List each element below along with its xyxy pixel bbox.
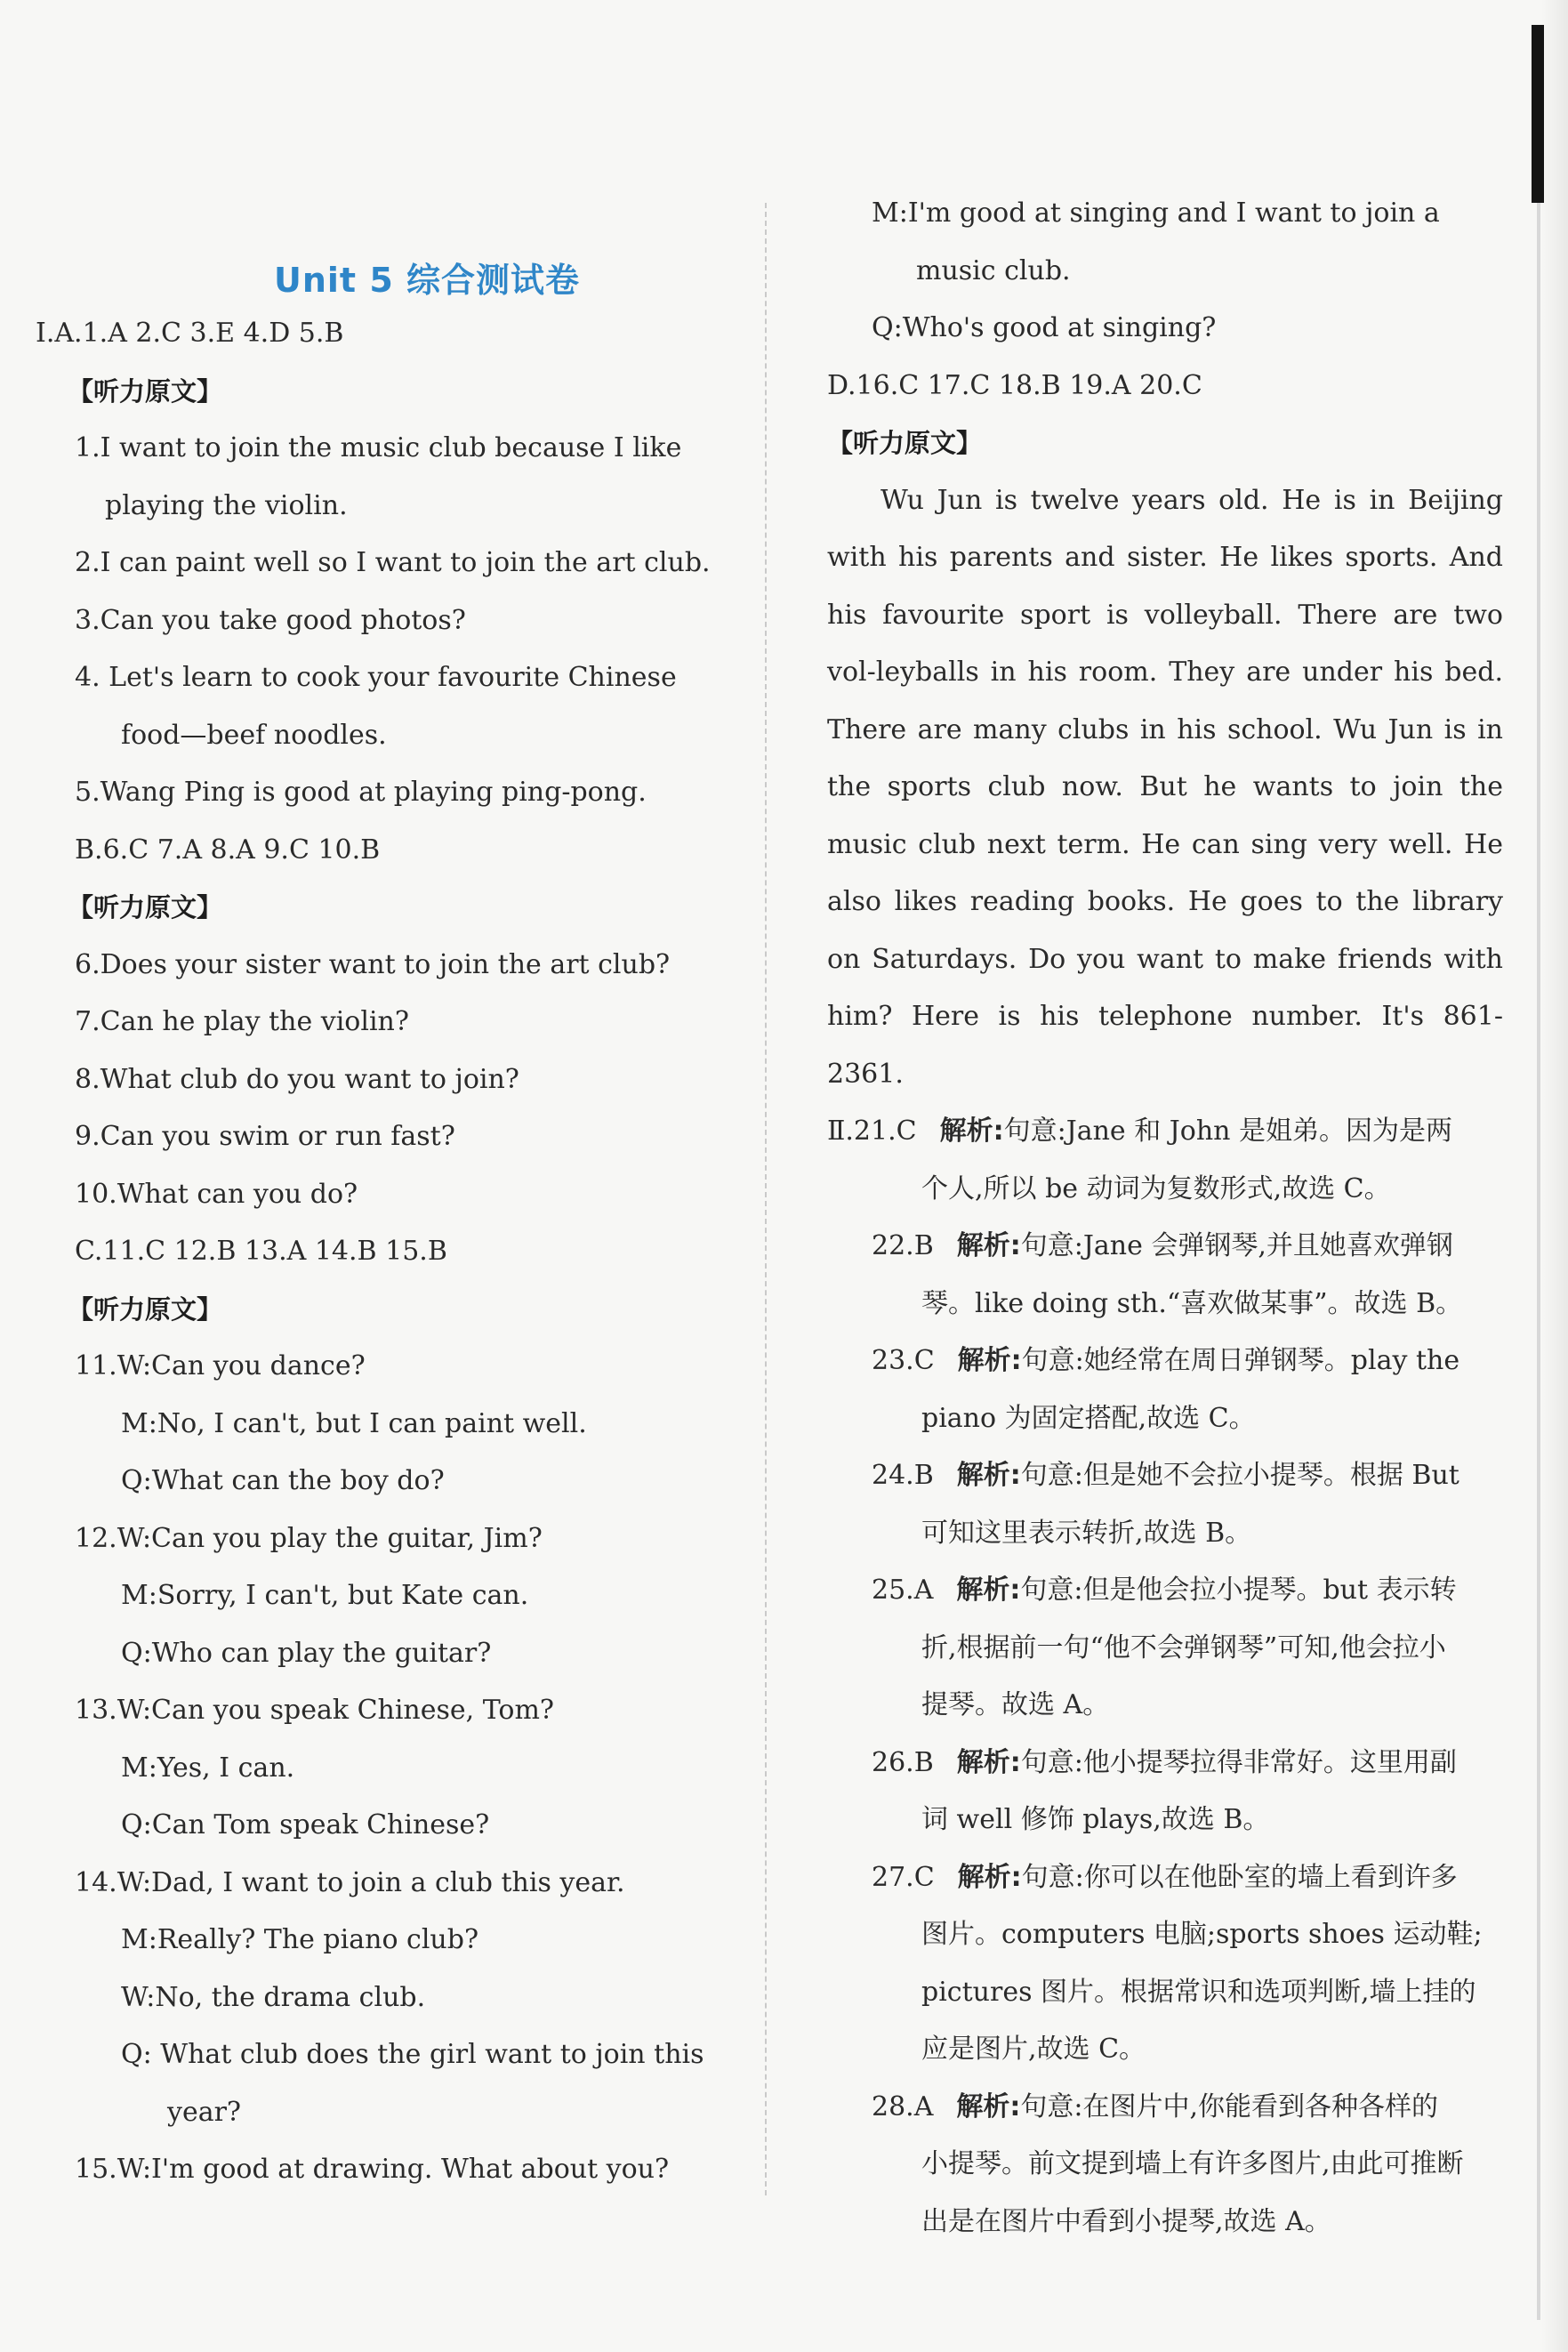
text-line: music club.	[916, 254, 1071, 286]
explanation-continuation: 个人,所以 be 动词为复数形式,故选 C。	[921, 1172, 1391, 1204]
answer-explanation	[827, 1103, 1503, 1161]
answer-explanation	[827, 1849, 1503, 1907]
explanation-continuation: 出是在图片中看到小提琴,故选 A。	[921, 2205, 1331, 2237]
text-line: M:No, I can't, but I can paint well.	[121, 1407, 587, 1439]
explanation-text: 句意:你可以在他卧室的墙上看到许多	[1021, 1861, 1458, 1893]
answer-number: 24.B	[872, 1460, 934, 1491]
text-line: 9.Can you swim or run fast?	[75, 1121, 455, 1152]
explanation-label: 解析:	[956, 1575, 1021, 1606]
explanation-text: 句意:但是她不会拉小提琴。根据 But	[1020, 1460, 1459, 1491]
explanation-label: 解析:	[957, 1861, 1022, 1893]
explanation-continuation: 图片。computers 电脑;sports shoes 运动鞋;	[921, 1919, 1483, 1950]
answer-explanation	[827, 1562, 1503, 1620]
page-title: Unit 5 综合测试卷	[274, 261, 580, 300]
text-line: M:Sorry, I can't, but Kate can.	[121, 1580, 529, 1611]
explanation-text: 句意:Jane 会弹钢琴,并且她喜欢弹钢	[1020, 1230, 1453, 1261]
explanation-continuation: piano 为固定搭配,故选 C。	[921, 1402, 1256, 1434]
text-line: 7.Can he play the violin?	[75, 1006, 409, 1037]
answer-explanation	[827, 1447, 1503, 1505]
text-line: Q:Can Tom speak Chinese?	[121, 1809, 490, 1841]
text-line: 2.I can paint well so I want to join the art club.	[75, 547, 711, 578]
page-edge-shadow	[1541, 0, 1568, 2352]
text-line: Q:Who can play the guitar?	[121, 1637, 492, 1669]
text-line: playing the violin.	[105, 489, 348, 521]
text-line: 5.Wang Ping is good at playing ping-pong.	[75, 777, 647, 808]
answer-explanation	[827, 1218, 1503, 1276]
text-line: B.6.C 7.A 8.A 9.C 10.B	[75, 834, 381, 866]
explanation-continuation: 应是图片,故选 C。	[921, 2034, 1146, 2065]
explanation-label: 解析:	[957, 1345, 1022, 1376]
explanation-label: 解析:	[956, 2090, 1021, 2122]
right-column-lines	[827, 185, 1503, 2251]
column-divider	[765, 203, 767, 2195]
explanation-continuation: 琴。like doing sth.“喜欢做某事”。故选 B。	[921, 1287, 1463, 1319]
text-line: W:No, the drama club.	[121, 1981, 426, 2013]
explanation-continuation: 提琴。故选 A。	[921, 1689, 1110, 1720]
explanation-continuation: 小提琴。前文提到墙上有许多图片,由此可推断	[921, 2148, 1464, 2179]
section-heading: 【听力原文】	[68, 1293, 223, 1325]
right-column	[827, 185, 1503, 2251]
section-heading: 【听力原文】	[68, 375, 223, 407]
explanation-label: 解析:	[956, 1746, 1021, 1778]
explanation-label: 解析:	[956, 1230, 1021, 1261]
left-column	[36, 205, 747, 2199]
binding-edge-line	[1537, 203, 1540, 2320]
text-line: Ⅰ.A.1.A 2.C 3.E 4.D 5.B	[36, 318, 344, 349]
explanation-continuation: 可知这里表示转折,故选 B。	[921, 1517, 1252, 1549]
text-line: 11.W:Can you dance?	[75, 1350, 366, 1381]
text-line: D.16.C 17.C 18.B 19.A 20.C	[827, 369, 1202, 401]
answer-number: 28.A	[872, 2090, 934, 2122]
text-line: Q: What club does the girl want to join this	[121, 2039, 704, 2070]
answer-number: 27.C	[872, 1861, 935, 1893]
text-line: 13.W:Can you speak Chinese, Tom?	[75, 1695, 555, 1726]
text-line: year?	[167, 2096, 242, 2128]
explanation-text: 句意:Jane 和 John 是姐弟。因为是两	[1003, 1116, 1453, 1147]
explanation-continuation: 词 well 修饰 plays,故选 B。	[921, 1804, 1270, 1835]
explanation-text: 句意:在图片中,你能看到各种各样的	[1020, 2090, 1439, 2122]
text-line: 12.W:Can you play the guitar, Jim?	[75, 1522, 543, 1554]
listening-passage	[827, 472, 1503, 1104]
answer-number: 23.C	[872, 1345, 935, 1376]
explanation-text: 句意:但是他会拉小提琴。but 表示转	[1020, 1575, 1457, 1606]
text-line: Q:Who's good at singing?	[872, 312, 1217, 343]
answer-number: Ⅱ.21.C	[827, 1116, 917, 1147]
text-line: 8.What club do you want to join?	[75, 1063, 519, 1095]
explanation-text: 句意:他小提琴拉得非常好。这里用副	[1020, 1746, 1457, 1778]
answer-explanation	[827, 1735, 1503, 1792]
answer-explanation	[827, 2079, 1503, 2137]
section-heading: 【听力原文】	[827, 428, 983, 458]
answer-number: 26.B	[872, 1746, 934, 1778]
answer-number: 22.B	[872, 1230, 934, 1261]
answer-number: 25.A	[872, 1575, 934, 1606]
answer-explanation	[827, 1333, 1503, 1390]
explanation-continuation: 折,根据前一句“他不会弹钢琴”可知,他会拉小	[921, 1631, 1446, 1663]
text-line: 15.W:I'm good at drawing. What about you?	[75, 2154, 670, 2185]
passage-text: Wu Jun is twelve years old. He is in Beijing with his parents and sister. He likes sports. And his favourite sport is volleyball. There are two vol-leyballs in his room. They are under his bed. There are many clubs in his school. Wu Jun is in the sports club now. But he wants to join the music club next term. He can sing very well. He also likes reading books. He goes to the library on Saturdays. Do you want to make friends with him? Here is his telephone number. It's 861-2361.	[827, 484, 1503, 1090]
text-line: M:I'm good at singing and I want to join a	[872, 197, 1440, 229]
text-line: M:Really? The piano club?	[121, 1924, 479, 1955]
text-line: food—beef noodles.	[121, 719, 387, 751]
text-line: M:Yes, I can.	[121, 1752, 295, 1784]
left-column-lines	[36, 305, 747, 2199]
section-heading: 【听力原文】	[68, 892, 223, 922]
text-line: 10.What can you do?	[75, 1178, 358, 1210]
explanation-text: 句意:她经常在周日弹钢琴。play the	[1021, 1345, 1460, 1376]
text-line: 6.Does your sister want to join the art club?	[75, 948, 671, 980]
explanation-continuation: pictures 图片。根据常识和选项判断,墙上挂的	[921, 1976, 1476, 2008]
text-line: 3.Can you take good photos?	[75, 604, 466, 636]
explanation-label: 解析:	[939, 1116, 1004, 1147]
text-line: C.11.C 12.B 13.A 14.B 15.B	[75, 1236, 447, 1267]
explanation-label: 解析:	[956, 1460, 1021, 1491]
text-line: 1.I want to join the music club because I like	[75, 432, 682, 463]
binding-edge	[1532, 25, 1544, 203]
text-line: 4. Let's learn to cook your favourite Chinese	[75, 662, 677, 693]
text-line: 14.W:Dad, I want to join a club this year.	[75, 1866, 625, 1898]
text-line: Q:What can the boy do?	[121, 1465, 445, 1496]
